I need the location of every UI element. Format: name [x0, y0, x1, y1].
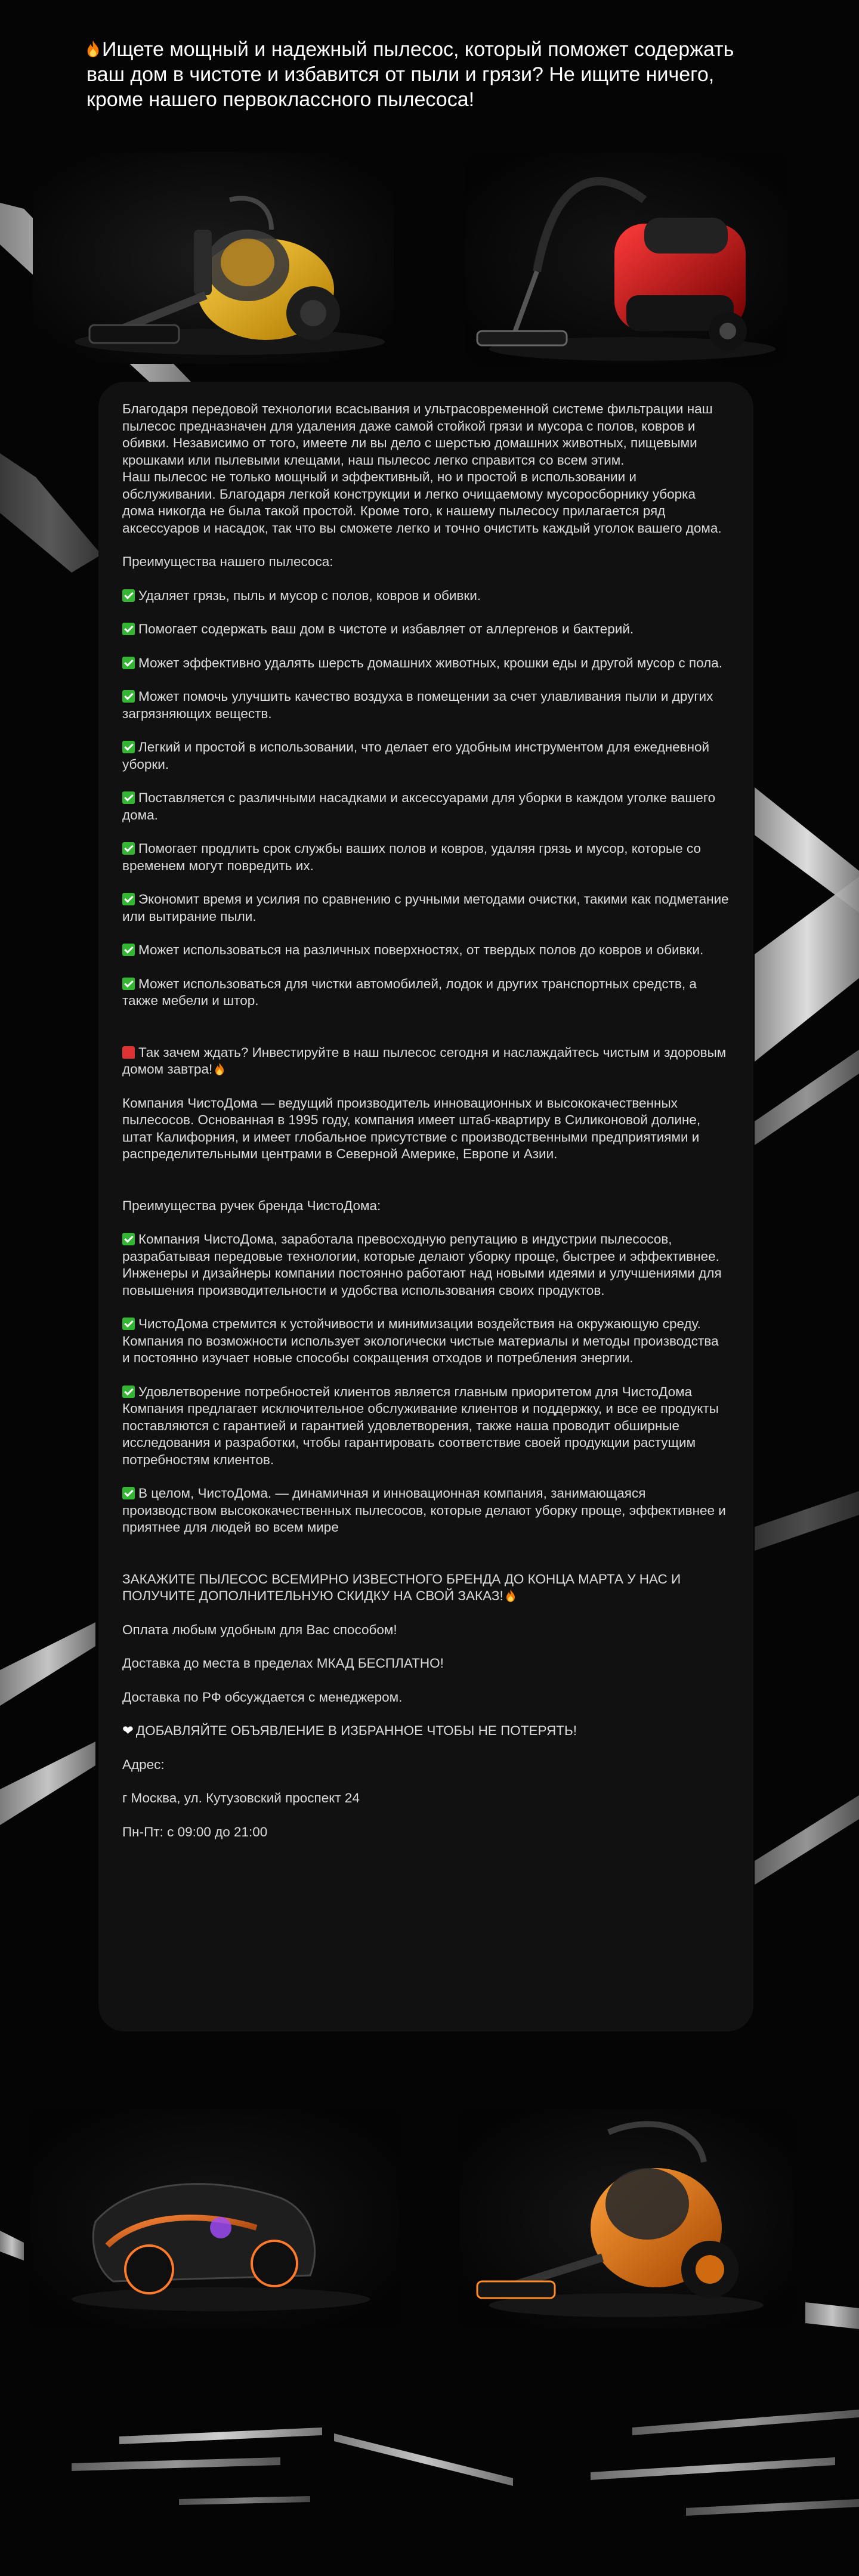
- advantage-item: Помогает продлить срок службы ваших полов и ковров, удаляя грязь и мусор, которые со временем могут повредить их.: [122, 841, 701, 873]
- page-headline: [86, 37, 767, 112]
- company-paragraph: Компания ЧистоДома — ведущий производитель инновационных и высококачественных пылесосов. Основанная в 1995 году, компания имеет штаб-квартиру в Силиконовой долине, штат Калифорния, и имеет глобальное присутствие с производственными предприятиями и распределительными центрами в Северной Америке, Европе и Азии.: [122, 1095, 701, 1161]
- check-mark-icon: [122, 741, 135, 753]
- advantage-item: Легкий и простой в использовании, что делает его удобным инструментом для ежедневной уборки.: [122, 740, 710, 772]
- delivery-mkad-info: Доставка до места в пределах МКАД БЕСПЛАТНО!: [122, 1656, 444, 1671]
- headline-text: Ищете мощный и надежный пылесос, который поможет содержать ваш дом в чистоте и избавится от пыли и грязи? Не ищите ничего, кроме нашего первоклассного пылесоса!: [86, 38, 734, 111]
- product-photo-yellow-vacuum: [33, 152, 394, 364]
- delivery-rf-info: Доставка по РФ обсуждается с менеджером.: [122, 1689, 403, 1705]
- check-mark-icon: [122, 978, 135, 990]
- brand-point: В целом, ЧистоДома. — динамичная и инновационная компания, занимающаяся производством высококачественных пылесосов, которые делают уборку проще, эффективнее и приятнее для людей во всем мире: [122, 1486, 726, 1535]
- heart-icon: ❤: [122, 1723, 134, 1738]
- payment-info: Оплата любым удобным для Вас способом!: [122, 1622, 397, 1637]
- advantage-item: Может использоваться для чистки автомобилей, лодок и других транспортных средств, а также мебели и штор.: [122, 976, 697, 1008]
- check-mark-icon: [122, 690, 135, 703]
- advantage-item: Может помочь улучшить качество воздуха в помещении за счет улавливания пыли и других загрязняющих веществ.: [122, 689, 713, 721]
- check-mark-icon: [122, 842, 135, 855]
- product-photo-red-vacuum: [465, 152, 787, 364]
- favorites-note: ❤ ДОБАВЛЯЙТЕ ОБЪЯВЛЕНИЕ В ИЗБРАННОЕ ЧТОБЫ НЕ ПОТЕРЯТЬ!: [122, 1723, 577, 1738]
- product-photo-black-orange-vacuum: [30, 2108, 400, 2329]
- check-mark-icon: [122, 1487, 135, 1499]
- description-card: [98, 382, 753, 2031]
- fire-icon: [215, 1063, 224, 1075]
- check-mark-icon: [122, 623, 135, 635]
- check-mark-icon: [122, 657, 135, 669]
- advantage-item: Может использоваться на различных поверхностях, от твердых полов до ковров и обивки.: [122, 942, 730, 959]
- check-mark-icon: [122, 893, 135, 905]
- fire-icon: [86, 41, 100, 57]
- product-photo-orange-vacuum: [459, 2108, 793, 2329]
- check-mark-icon: [122, 589, 135, 602]
- address-label: Адрес:: [122, 1756, 165, 1772]
- brand-heading: Преимущества ручек бренда ЧистоДома:: [122, 1198, 381, 1213]
- check-mark-icon: [122, 1386, 135, 1398]
- check-mark-icon: [122, 791, 135, 804]
- intro-paragraph: Благодаря передовой технологии всасывания и ультрасовременной системе фильтрации наш пылесос предназначен для удаления даже самой стойкой грязи и мусора с полов, ковров и обивки. Независимо от того, имеете ли вы дело с шерстью домашних животных, пищевыми крошками или пылевыми клещами, наш пылесос легко справится со всем этим.: [122, 401, 713, 468]
- check-mark-icon: [122, 1233, 135, 1245]
- advantage-item: Экономит время и усилия по сравнению с ручными методами очистки, такими как подметание или вытирание пыли.: [122, 892, 729, 924]
- address-value: г Москва, ул. Кутузовский проспект 24: [122, 1790, 360, 1805]
- advantage-item: Удаляет грязь, пыль и мусор с полов, ковров и обивки.: [122, 587, 730, 605]
- fire-icon: [506, 1589, 515, 1602]
- brand-point: Компания ЧистоДома, заработала превосходную репутацию в индустрии пылесосов, разрабатывая передовые технологии, которые делают уборку проще, быстрее и эффективнее. Инженеры и дизайнеры компании постоянно работают над новыми идеями и улучшениями для повышения производительности и удобства использования своих продуктов.: [122, 1232, 722, 1298]
- advantages-heading: Преимущества нашего пылесоса:: [122, 554, 333, 569]
- advantage-item: Может эффективно удалять шерсть домашних животных, крошки еды и другой мусор с пола.: [122, 655, 730, 672]
- working-hours: Пн-Пт: с 09:00 до 21:00: [122, 1824, 268, 1839]
- advantage-item: Поставляется с различными насадками и аксессуарами для уборки в каждом уголке вашего дома.: [122, 790, 716, 822]
- order-headline: ЗАКАЖИТЕ ПЫЛЕСОС ВСЕМИРНО ИЗВЕСТНОГО БРЕНДА ДО КОНЦА МАРТА У НАС И ПОЛУЧИТЕ ДОПОЛНИТЕЛЬНУЮ СКИДКУ НА СВОЙ ЗАКАЗ!: [122, 1571, 681, 1603]
- call-to-action: Так зачем ждать? Инвестируйте в наш пылесос сегодня и наслаждайтесь чистым и здоровым домом завтра!: [122, 1044, 727, 1077]
- siren-icon: [122, 1046, 135, 1059]
- check-mark-icon: [122, 1318, 135, 1330]
- advantage-item: Помогает содержать ваш дом в чистоте и избавляет от аллергенов и бактерий.: [122, 621, 730, 638]
- brand-point: ЧистоДома стремится к устойчивости и минимизации воздействия на окружающую среду. Компания по возможности использует экологически чистые материалы и методы производства и постоянно изучает новые способы сокращения отходов и потребления энергии.: [122, 1316, 719, 1365]
- check-mark-icon: [122, 944, 135, 956]
- brand-point: Удовлетворение потребностей клиентов является главным приоритетом для ЧистоДома Компания предлагает исключительное обслуживание клиентов и поддержку, и все ее продукты поставляются с гарантией и гарантией удовлетворения, также наша проводит обширные исследования и разработки, чтобы гарантировать соответствие своей продукции растущим потребностям клиентов.: [122, 1384, 719, 1467]
- intro-paragraph: Наш пылесос не только мощный и эффективный, но и простой в использовании и обслуживании. Благодаря легкой конструкции и легко очищаемому мусоросборнику уборка дома никогда не была такой простой. Кроме того, к нашему пылесосу прилагается ряд аксессуаров и насадок, так что вы сможете легко и точно очистить каждый уголок вашего дома.: [122, 469, 722, 536]
